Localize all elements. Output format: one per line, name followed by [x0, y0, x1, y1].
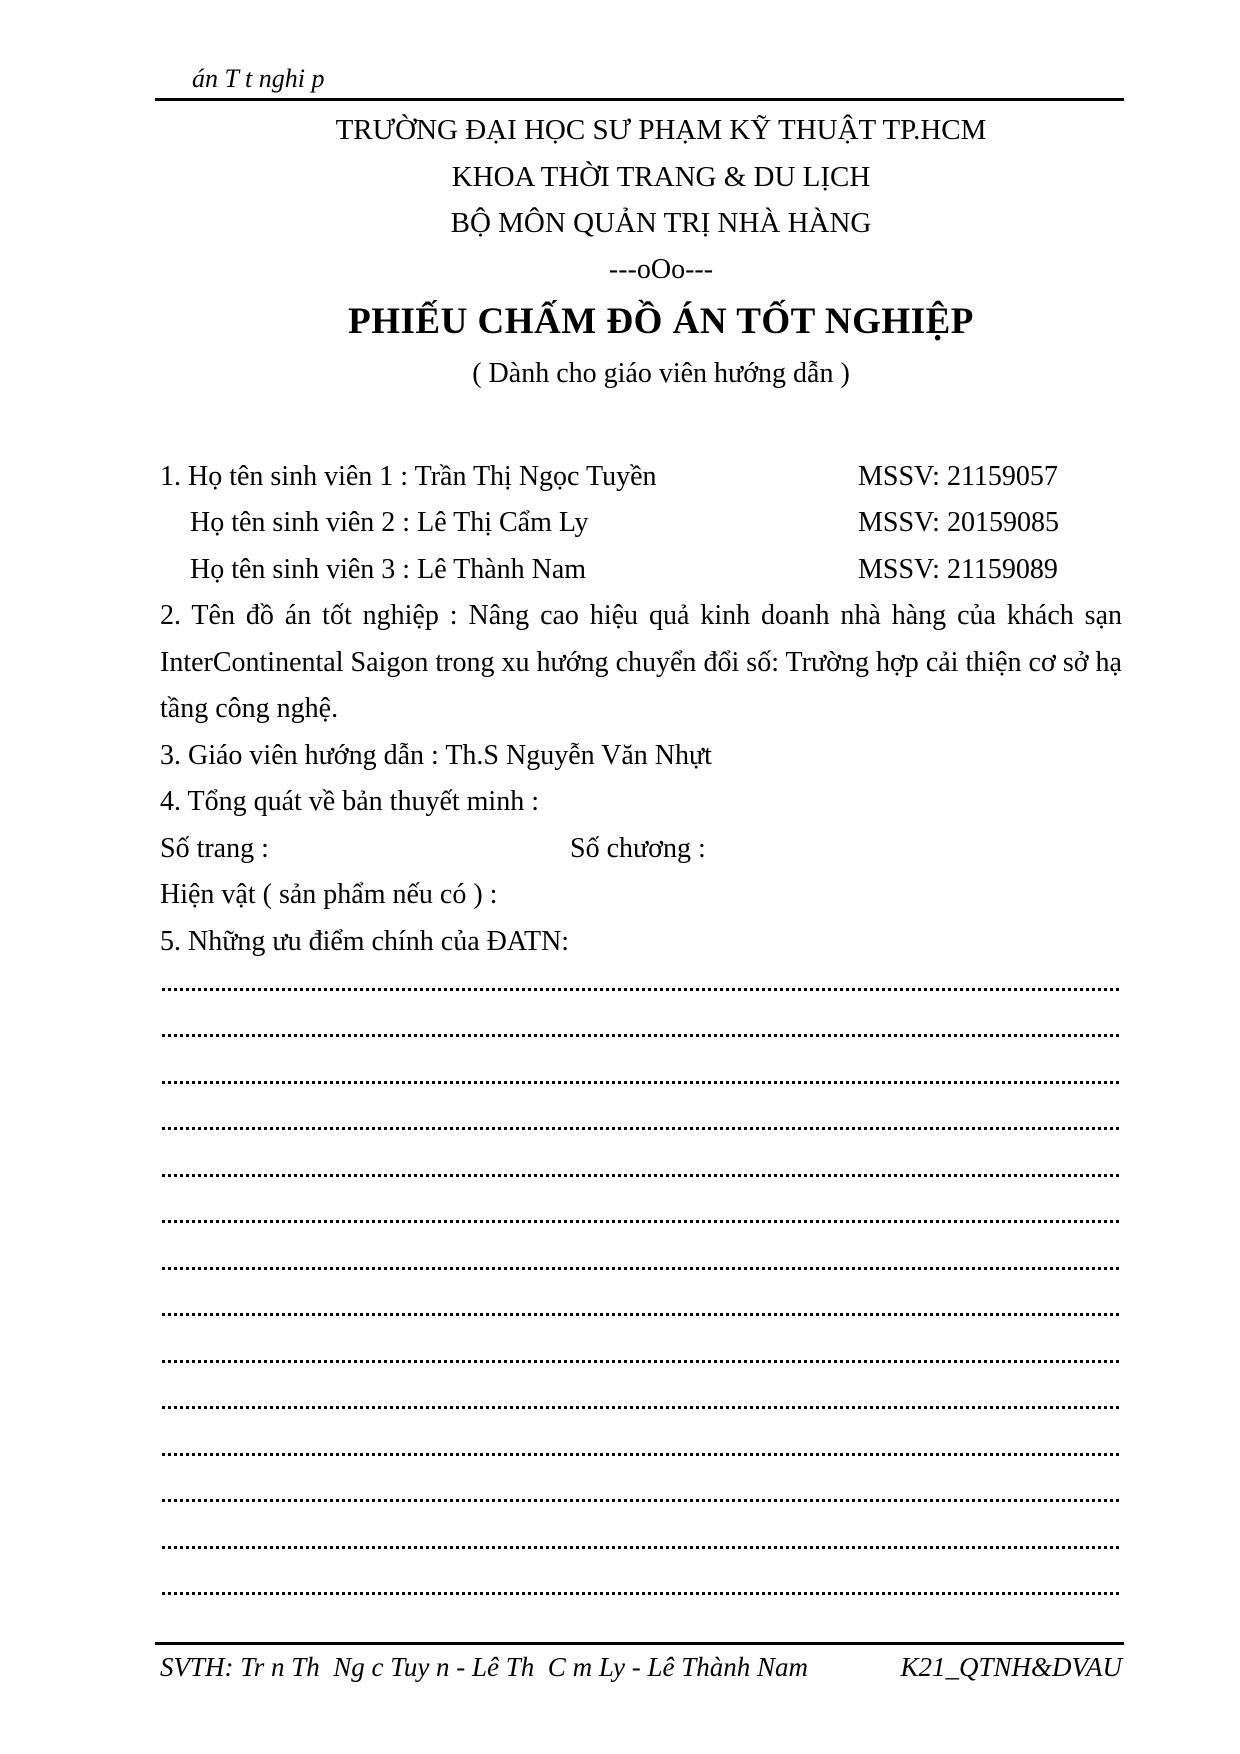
page-footer [160, 1645, 1122, 1689]
dotted-fill-line [160, 1040, 1122, 1087]
chapters-label: Số chương : [570, 832, 706, 864]
dotted-fill-line [160, 1133, 1122, 1180]
faculty-name: KHOA THỜI TRANG & DU LỊCH [451, 160, 871, 193]
dotted-fill-line [160, 1226, 1122, 1273]
footer-class-code: K21_QTNH&DVAU [900, 1652, 1122, 1682]
student-3-name: Họ tên sinh viên 3 : Lê Thành Nam [190, 553, 587, 585]
student-2-id: MSSV: 20159085 [858, 507, 1059, 538]
department-name: BỘ MÔN QUẢN TRỊ NHÀ HÀNG [450, 207, 872, 239]
letterhead [160, 107, 1122, 247]
dotted-fill-line [160, 1505, 1122, 1552]
dotted-fill-line [160, 1459, 1122, 1506]
student-list [160, 454, 1122, 594]
project-title-paragraph: 2. Tên đồ án tốt nghiệp : Nâng cao hiệu quả kinh doanh nhà hàng của khách sạn InterContinental Saigon trong xu hướng chuyển đổi số: Trường hợp cải thiện cơ sở hạ tầng công nghệ. [160, 600, 1122, 724]
ooo-separator: ---oOo--- [608, 253, 714, 285]
footer-students-text: SVTH: Tr n Th Ng c Tuy n - Lê Th C m Ly - Lê Thành Nam [160, 1652, 809, 1682]
document-title: PHIẾU CHẤM ĐỒ ÁN TỐT NGHIỆP [348, 301, 974, 342]
artifacts-line: Hiện vật ( sản phẩm nếu có ) : [160, 879, 498, 910]
student-row [160, 454, 1122, 501]
header-rule [155, 98, 1124, 101]
dotted-fill-line [160, 1087, 1122, 1134]
student-row [160, 547, 1122, 594]
student-2-name: Họ tên sinh viên 2 : Lê Thị Cẩm Ly [190, 507, 589, 538]
university-name: TRƯỜNG ĐẠI HỌC SƯ PHẠM KỸ THUẬT TP.HCM [335, 114, 987, 146]
dotted-fill-line [160, 1366, 1122, 1413]
student-row [160, 500, 1122, 547]
student-3-id: MSSV: 21159089 [858, 553, 1058, 585]
document-subtitle: ( Dành cho giáo viên hướng dẫn ) [472, 358, 850, 389]
report-overview-line: 4. Tổng quát về bản thuyết minh : [160, 786, 539, 817]
supervisor-line: 3. Giáo viên hướng dẫn : Th.S Nguyễn Văn Nhựt [160, 739, 712, 771]
dotted-fill-line [160, 947, 1122, 994]
answer-lines [160, 947, 1122, 1598]
dotted-fill-line [160, 1552, 1122, 1599]
dotted-fill-line [160, 1180, 1122, 1227]
pages-label: Số trang : [160, 832, 269, 864]
advantages-heading: 5. Những ưu điểm chính của ĐATN: [160, 925, 570, 957]
dotted-fill-line [160, 1319, 1122, 1366]
student-1-id: MSSV: 21159057 [858, 460, 1058, 492]
running-header-text: án T t nghi p [192, 64, 325, 93]
pages-chapters-line [160, 826, 1122, 873]
dotted-fill-line [160, 1412, 1122, 1459]
dotted-fill-line [160, 994, 1122, 1041]
dotted-fill-line [160, 1273, 1122, 1320]
student-1-name: 1. Họ tên sinh viên 1 : Trần Thị Ngọc Tuyền [160, 460, 657, 492]
